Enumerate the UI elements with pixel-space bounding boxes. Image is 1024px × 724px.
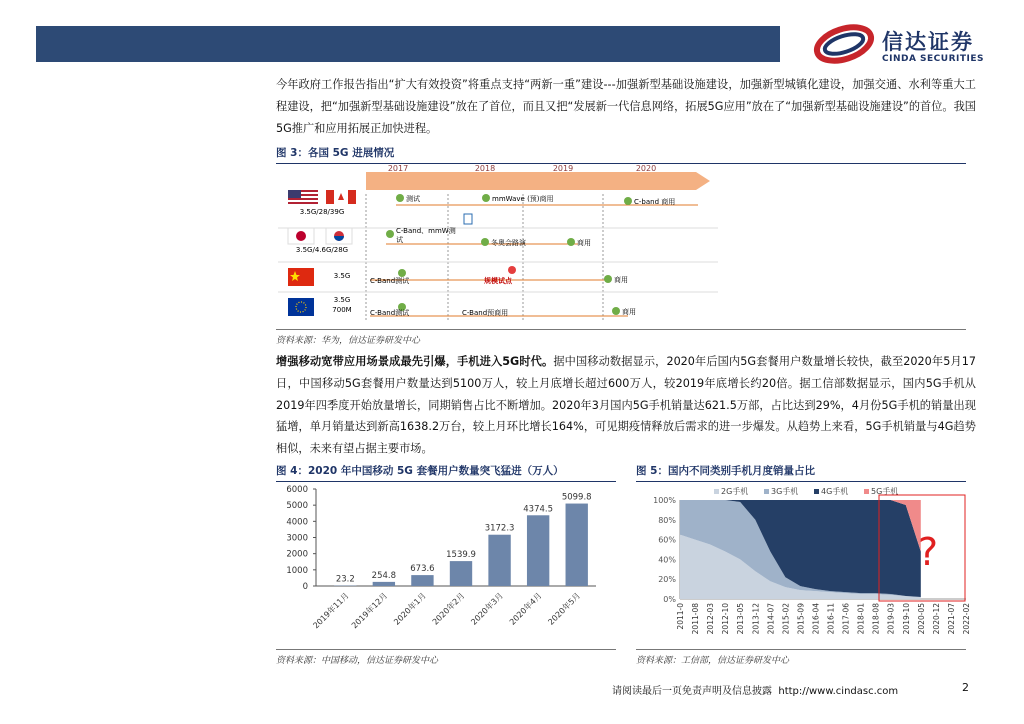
bar-value-label: 254.8: [371, 570, 397, 581]
x-tick-label: 2019年11月: [311, 591, 351, 631]
figure-5-title: 图 5：国内不同类别手机月度销量占比: [636, 463, 966, 482]
x-tick-label: 2011-0: [676, 603, 685, 630]
timeline-arrow: [366, 172, 710, 190]
bar-value-label: 4374.5: [523, 504, 554, 515]
x-tick-label: 2011-08: [691, 603, 701, 635]
bar-value-label: 1539.9: [446, 550, 476, 561]
bar: [373, 582, 395, 586]
y-tick-label: 1000: [286, 565, 308, 576]
footer-disclaimer: 请阅读最后一页免责声明及信息披露: [612, 686, 772, 697]
band-label: 3.5G: [333, 272, 351, 280]
footer: [612, 682, 898, 697]
milestone-label: C-band 商用: [634, 198, 676, 206]
milestone-label: 冬奥会路演: [491, 239, 526, 247]
y-tick-label: 6000: [286, 485, 308, 495]
figure-5-source: 资料来源：工信部，信达证券研发中心: [636, 649, 966, 666]
timeline-years: [388, 164, 656, 173]
figure-3-source: 资料来源：华为，信达证券研发中心: [276, 329, 966, 346]
milestone-label: C-Band测试: [370, 277, 410, 285]
milestone-dot: [396, 194, 404, 202]
milestone-label: 测试: [406, 195, 420, 203]
band-label: 3.5G/4.6G/28G: [295, 246, 349, 254]
milestone-dot: [481, 238, 489, 246]
bar: [566, 504, 588, 586]
jp-kr-flags: [288, 228, 352, 244]
milestone-dot: [508, 266, 516, 274]
milestone-dot: [624, 197, 632, 205]
x-tick-label: 2022-02: [962, 603, 971, 635]
cn-flag: [288, 268, 314, 286]
band-label: 700M: [332, 306, 352, 314]
x-tick-label: 2020-12: [931, 603, 941, 635]
year-label: 2020: [635, 164, 657, 173]
milestone-label: 商用: [614, 276, 628, 284]
bar: [527, 515, 549, 586]
legend-label: 2G手机: [721, 487, 749, 496]
x-tick-label: 2020-05: [916, 603, 926, 635]
milestone-dot: [386, 230, 394, 238]
body-paragraph-lead: 增强移动宽带应用场景成最先引爆，手机进入5G时代。: [276, 355, 554, 368]
x-tick-label: 2019-03: [886, 603, 896, 635]
x-tick-label: 2020年5月: [546, 591, 583, 627]
milestone-dot: [567, 238, 575, 246]
company-logo: [812, 20, 992, 66]
figure-4-source: 资料来源：中国移动，信达证券研发中心: [276, 649, 616, 666]
footer-url[interactable]: http://www.cindasc.com: [778, 686, 899, 697]
milestone-label: C-Band、mmW测: [396, 227, 456, 235]
legend-swatch: [864, 489, 869, 494]
milestone-label: 商用: [577, 239, 591, 247]
x-tick-label: 2020年4月: [507, 591, 544, 627]
year-label: 2018: [474, 164, 496, 173]
y-tick-label: 40%: [658, 555, 676, 565]
x-tick-label: 2013-12: [751, 603, 761, 635]
milestone-dot: [398, 269, 406, 277]
legend-swatch: [714, 489, 719, 494]
x-tick-label: 2020年2月: [430, 591, 467, 627]
olympics-icon: [464, 214, 472, 224]
bar: [411, 575, 433, 586]
milestone-dot: [482, 194, 490, 202]
figure-3-title: 图 3：各国 5G 进展情况: [276, 145, 966, 164]
us-ca-flags: [288, 190, 356, 204]
x-tick-label: 2020年1月: [392, 591, 428, 627]
milestone-dot: [612, 307, 620, 315]
x-tick-label: 2013-05: [736, 603, 746, 635]
x-tick-label: 2019年12月: [349, 591, 390, 631]
milestone-label: 商用: [622, 308, 636, 316]
band-label: 3.5G/28/39G: [299, 208, 345, 216]
logo-chinese-name: 信达证券: [882, 30, 974, 54]
logo-emblem-icon: [812, 20, 878, 66]
intro-paragraph: 今年政府工作报告指出“扩大有效投资”将重点支持“两新一重”建设---加强新型基础设施建设，加强新型城镇化建设，加强交通、水利等重大工程建设，把“加强新型基础设施建设”放在了首位，而且又把“发展新一代信息网络，拓展5G应用”放在了“加强新型基础设施建设”的首位。我国5G推广和应用拓展正加快进程。: [276, 78, 976, 135]
legend-label: 4G手机: [821, 487, 849, 496]
band-label: 3.5G: [333, 296, 351, 304]
bar-value-label: 23.2: [335, 574, 355, 585]
year-label: 2019: [552, 164, 574, 173]
page-number: 2: [962, 681, 969, 694]
y-tick-label: 80%: [658, 515, 676, 525]
y-tick-label: 4000: [286, 517, 308, 528]
legend-swatch: [764, 489, 769, 494]
bar-value-label: 3172.3: [484, 523, 515, 534]
y-tick-label: 100%: [653, 496, 676, 505]
x-tick-label: 2021-07: [946, 603, 956, 635]
bar-value-label: 673.6: [410, 564, 435, 575]
milestone-dot: [604, 275, 612, 283]
figure-4-bar-chart: [276, 481, 616, 647]
bar: [488, 535, 510, 586]
logo-english-name: CINDA SECURITIES: [882, 54, 984, 64]
x-tick-label: 2019-10: [901, 603, 911, 635]
legend-label: 3G手机: [771, 487, 799, 496]
x-tick-label: 2016-11: [826, 603, 836, 635]
x-tick-label: 2017-06: [841, 603, 851, 635]
x-tick-label: 2016-04: [811, 603, 821, 635]
x-tick-label: 2018-08: [871, 603, 881, 635]
x-tick-label: 2012-03: [706, 603, 716, 635]
x-tick-label: 2012-10: [721, 603, 731, 635]
question-mark: ?: [917, 530, 939, 574]
year-label: 2017: [387, 164, 409, 173]
legend-swatch: [814, 489, 819, 494]
eu-flag: [288, 298, 314, 316]
legend-label: 5G手机: [871, 487, 899, 496]
x-tick-label: 2015-09: [796, 603, 806, 635]
bar-value-label: 5099.8: [561, 492, 592, 503]
y-tick-label: 0: [302, 582, 308, 592]
body-paragraph: [276, 351, 976, 460]
y-tick-label: 5000: [286, 501, 308, 512]
x-tick-label: 2018-01: [856, 603, 866, 635]
y-tick-label: 0%: [663, 595, 676, 604]
bar: [450, 561, 472, 586]
y-tick-label: 3000: [286, 533, 308, 544]
y-tick-label: 20%: [658, 575, 676, 585]
x-tick-label: 2014-07: [766, 603, 776, 635]
figure-5-area-chart: [636, 481, 970, 647]
milestone-label: 规模试点: [484, 277, 512, 285]
x-tick-label: 2015-02: [781, 603, 791, 635]
figure-4-title: 图 4：2020 年中国移动 5G 套餐用户数量突飞猛进（万人）: [276, 463, 616, 482]
body-paragraph-text: 据中国移动数据显示，2020年后国内5G套餐用户数量增长较快，截至2020年5月17日，中国移动5G套餐用户数量达到5100万人，较上月底增长超过600万人，较2019年底增长约20倍。据工信部数据显示，国内5G手机从2019年四季度开始放量增长，同期销售占比不断增加。2020年3月国内5G手机销量达621.5万部，占比达到29%，4月份5G手机的销量出现猛增，单月销量达到新高1638.2万台，较上月环比增长164%，可见期疫情释放后需求的进一步爆发。从趋势上来看，5G手机销量与4G趋势相似，未来有望占据主要市场。: [276, 355, 976, 456]
y-tick-label: 2000: [286, 549, 308, 560]
figure-3-timeline: [278, 162, 728, 328]
y-tick-label: 60%: [658, 535, 676, 545]
header-bar: [36, 26, 780, 62]
milestone-label: C-Band测试: [370, 309, 410, 317]
milestone-label: mmWave (预)商用: [492, 195, 554, 203]
x-tick-label: 2020年3月: [469, 591, 505, 627]
milestone-label: C-Band预商用: [462, 309, 509, 317]
milestone-label: 试: [396, 236, 403, 244]
